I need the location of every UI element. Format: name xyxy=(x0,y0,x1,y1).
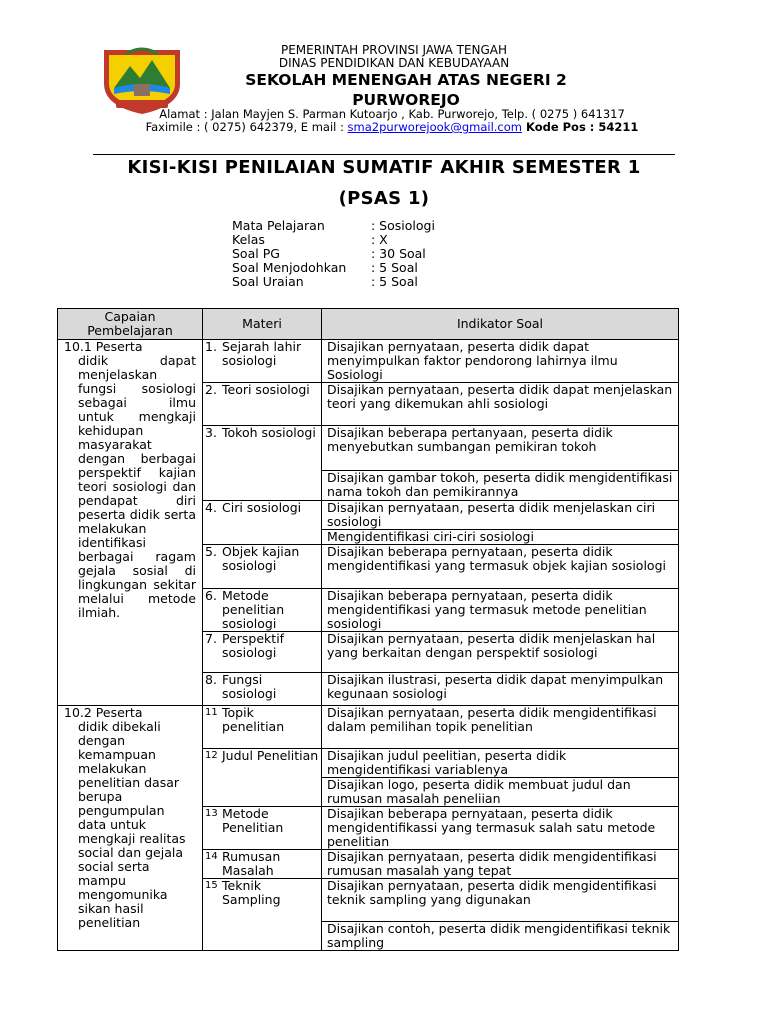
materi-text: Objek kajian sosiologi xyxy=(222,544,300,573)
header-materi: Materi xyxy=(203,309,322,340)
subject-info xyxy=(232,219,435,289)
materi-text: Teknik Sampling xyxy=(222,878,281,907)
info-row xyxy=(232,233,435,247)
indikator-cell: Disajikan ilustrasi, peserta didik dapat menyimpulkan kegunaan sosiologi xyxy=(322,673,679,706)
info-value: : 5 Soal xyxy=(371,260,418,275)
postal-code: Kode Pos : 54211 xyxy=(521,120,639,134)
materi-number: 12 xyxy=(205,750,218,761)
capaian-text: didik dapat menjelaskan fungsi sosiologi sebagai ilmu untuk mengkaji kehidupan masyarakat dengan berbagai perspektif kajian teori sosiologi dan pendapat diri peserta didik serta melakukan identifikasi berbagai ragam gejala sosial di lingkungan sekitar melalui metode ilmiah. xyxy=(78,353,196,620)
materi-number: 2. xyxy=(205,382,217,397)
capaian-number: 10.2 Peserta xyxy=(64,705,143,720)
table-header-row xyxy=(58,309,679,340)
materi-text: Metode Penelitian xyxy=(222,806,284,835)
government-line: PEMERINTAH PROVINSI JAWA TENGAH xyxy=(280,43,508,57)
materi-text: Ciri sosiologi xyxy=(222,500,302,515)
materi-text: Tokoh sosiologi xyxy=(222,425,316,440)
materi-number: 15 xyxy=(205,880,218,891)
indikator-cell: Disajikan beberapa pernyataan, peserta didik mengidentifikasi yang termasuk metode penelitian sosiologi xyxy=(322,589,679,632)
school-name-line1: SEKOLAH MENENGAH ATAS NEGERI 2 xyxy=(245,71,567,89)
info-row xyxy=(232,247,435,261)
indikator-cell: Disajikan pernyataan, peserta didik mengidentifikasi rumusan masalah yang tepat xyxy=(322,850,679,879)
info-value: : 30 Soal xyxy=(371,246,426,261)
materi-cell xyxy=(203,879,322,951)
school-name-line2: PURWOREJO xyxy=(352,91,460,109)
materi-number: 1. xyxy=(205,339,217,354)
document-title: KISI-KISI PENILAIAN SUMATIF AKHIR SEMESTER 1 xyxy=(127,157,641,178)
department-line: DINAS PENDIDIKAN DAN KEBUDAYAAN xyxy=(278,56,510,70)
header-capaian: Capaian Pembelajaran xyxy=(58,309,203,340)
indikator-cell: Disajikan pernyataan, peserta didik mengidentifikasi teknik sampling yang digunakan xyxy=(322,879,679,922)
kisi-kisi-table xyxy=(57,308,679,951)
indikator-cell: Disajikan pernyataan, peserta didik dapat menjelaskan teori yang dikemukan ahli sosiologi xyxy=(322,383,679,426)
letterhead xyxy=(0,0,768,160)
info-row xyxy=(232,219,435,233)
capaian-cell xyxy=(58,340,203,706)
materi-number: 3. xyxy=(205,425,217,440)
info-value: : Sosiologi xyxy=(371,218,435,233)
indikator-cell: Disajikan pernyataan, peserta didik mengidentifikasi dalam pemilihan topik penelitian xyxy=(322,706,679,749)
info-label: Soal PG xyxy=(232,246,280,261)
header-indikator: Indikator Soal xyxy=(322,309,679,340)
materi-number: 13 xyxy=(205,808,218,819)
indikator-cell: Mengidentifikasi ciri-ciri sosiologi xyxy=(322,530,679,545)
indikator-cell: Disajikan gambar tokoh, peserta didik mengidentifikasi nama tokoh dan pemikirannya xyxy=(322,471,679,501)
materi-cell xyxy=(203,632,322,673)
materi-text: Perspektif sosiologi xyxy=(222,631,285,660)
email-link[interactable]: sma2purworejook@gmail.com xyxy=(347,120,522,134)
info-row xyxy=(232,275,435,289)
school-contact xyxy=(8,120,768,134)
materi-number: 6. xyxy=(205,588,217,603)
info-label: Mata Pelajaran xyxy=(232,218,325,233)
indikator-cell: Disajikan logo, peserta didik membuat judul dan rumusan masalah peneliian xyxy=(322,778,679,807)
materi-number: 14 xyxy=(205,851,218,862)
materi-number: 4. xyxy=(205,500,217,515)
indikator-cell: Disajikan pernyataan, peserta didik menjelaskan hal yang berkaitan dengan perspektif sosiologi xyxy=(322,632,679,673)
materi-cell xyxy=(203,340,322,383)
materi-number: 8. xyxy=(205,672,217,687)
materi-cell xyxy=(203,706,322,749)
letterhead-divider xyxy=(93,154,675,155)
materi-cell xyxy=(203,589,322,632)
info-label: Kelas xyxy=(232,232,265,247)
capaian-number: 10.1 Peserta xyxy=(64,339,143,354)
materi-text: Rumusan Masalah xyxy=(222,849,281,878)
materi-text: Topik penelitian xyxy=(222,705,285,734)
info-label: Soal Menjodohkan xyxy=(232,260,347,275)
materi-cell xyxy=(203,501,322,545)
indikator-cell: Disajikan pernyataan, peserta didik dapat menyimpulkan faktor pendorong lahirnya ilmu Sosiologi xyxy=(322,340,679,383)
materi-cell xyxy=(203,673,322,706)
materi-cell xyxy=(203,850,322,879)
indikator-cell: Disajikan pernyataan, peserta didik menjelaskan ciri sosiologi xyxy=(322,501,679,530)
info-label: Soal Uraian xyxy=(232,274,304,289)
table-row xyxy=(58,706,679,749)
school-address: Alamat : Jalan Mayjen S. Parman Kutoarjo , Kab. Purworejo, Telp. ( 0275 ) 641317 xyxy=(159,107,625,121)
materi-text: Metode penelitian sosiologi xyxy=(222,588,285,631)
capaian-cell xyxy=(58,706,203,951)
materi-cell xyxy=(203,383,322,426)
materi-cell xyxy=(203,426,322,501)
info-row xyxy=(232,261,435,275)
fax-text: Faximile : ( 0275) 642379, E mail : xyxy=(145,120,348,134)
table-row xyxy=(58,340,679,383)
indikator-cell: Disajikan beberapa pertanyaan, peserta didik menyebutkan sumbangan pemikiran tokoh xyxy=(322,426,679,471)
info-value: : 5 Soal xyxy=(371,274,418,289)
materi-cell xyxy=(203,545,322,589)
indikator-cell: Disajikan judul peelitian, peserta didik mengidentifikasi variablenya xyxy=(322,749,679,778)
materi-text: Teori sosiologi xyxy=(222,382,310,397)
materi-number: 5. xyxy=(205,544,217,559)
indikator-cell: Disajikan contoh, peserta didik mengidentifikasi teknik sampling xyxy=(322,922,679,951)
materi-text: Fungsi sosiologi xyxy=(222,672,277,701)
materi-text: Sejarah lahir sosiologi xyxy=(222,339,302,368)
materi-cell xyxy=(203,807,322,850)
indikator-cell: Disajikan beberapa pernyataan, peserta didik mengidentifikassi yang termasuk salah satu metode penelitian xyxy=(322,807,679,850)
materi-number: 11 xyxy=(205,707,218,718)
info-value: : X xyxy=(371,232,388,247)
indikator-cell: Disajikan beberapa pernyataan, peserta didik mengidentifikasi yang termasuk objek kajian sosiologi xyxy=(322,545,679,589)
materi-text: Judul Penelitian xyxy=(222,748,319,763)
capaian-text: didik dibekali dengan kemampuan melakukan penelitian dasar berupa pengumpulan data untuk mengkaji realitas social dan gejala social serta mampu mengomunika sikan hasil penelitian xyxy=(78,719,186,930)
materi-cell xyxy=(203,749,322,807)
materi-number: 7. xyxy=(205,631,217,646)
document-subtitle: (PSAS 1) xyxy=(338,188,430,209)
